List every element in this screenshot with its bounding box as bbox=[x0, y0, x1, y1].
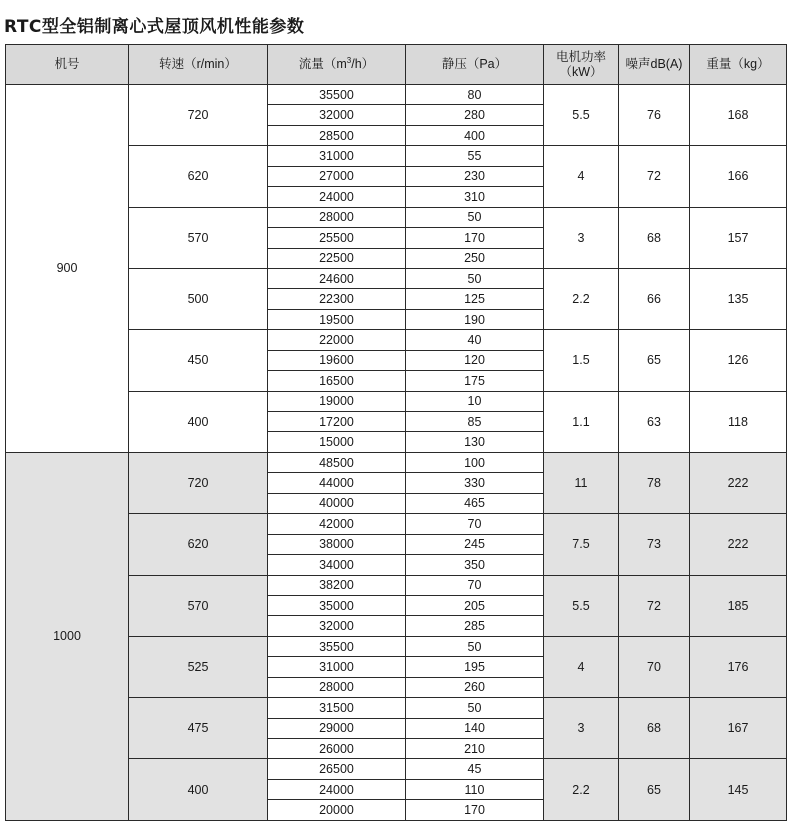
speed-cell: 525 bbox=[129, 636, 268, 697]
noise-cell: 73 bbox=[619, 514, 690, 575]
pressure-cell: 45 bbox=[406, 759, 544, 779]
flow-cell: 26500 bbox=[268, 759, 406, 779]
noise-cell: 78 bbox=[619, 452, 690, 513]
header-speed: 转速（r/min） bbox=[129, 45, 268, 85]
weight-cell: 126 bbox=[690, 330, 787, 391]
power-cell: 3 bbox=[544, 698, 619, 759]
power-cell: 1.1 bbox=[544, 391, 619, 452]
flow-cell: 32000 bbox=[268, 105, 406, 125]
noise-cell: 68 bbox=[619, 698, 690, 759]
noise-cell: 65 bbox=[619, 330, 690, 391]
pressure-cell: 175 bbox=[406, 371, 544, 391]
flow-cell: 19500 bbox=[268, 309, 406, 329]
pressure-cell: 85 bbox=[406, 412, 544, 432]
pressure-cell: 70 bbox=[406, 575, 544, 595]
noise-cell: 66 bbox=[619, 268, 690, 329]
model-cell: 1000 bbox=[6, 452, 129, 820]
weight-cell: 176 bbox=[690, 636, 787, 697]
header-flow: 流量$(m^3/h)$ bbox=[268, 45, 406, 85]
pressure-cell: 70 bbox=[406, 514, 544, 534]
weight-cell: 118 bbox=[690, 391, 787, 452]
pressure-cell: 120 bbox=[406, 350, 544, 370]
flow-cell: 35000 bbox=[268, 595, 406, 615]
flow-cell: 35500 bbox=[268, 636, 406, 656]
flow-cell: 27000 bbox=[268, 166, 406, 186]
header-row bbox=[6, 45, 787, 85]
flow-cell: 31000 bbox=[268, 657, 406, 677]
pressure-cell: 210 bbox=[406, 739, 544, 759]
pressure-cell: 50 bbox=[406, 636, 544, 656]
pressure-cell: 190 bbox=[406, 309, 544, 329]
flow-cell: 40000 bbox=[268, 493, 406, 513]
power-cell: 4 bbox=[544, 636, 619, 697]
speed-cell: 450 bbox=[129, 330, 268, 391]
pressure-cell: 110 bbox=[406, 779, 544, 799]
flow-cell: 32000 bbox=[268, 616, 406, 636]
pressure-cell: 50 bbox=[406, 268, 544, 288]
power-cell: 4 bbox=[544, 146, 619, 207]
pressure-cell: 140 bbox=[406, 718, 544, 738]
weight-cell: 145 bbox=[690, 759, 787, 820]
flow-cell: 31000 bbox=[268, 146, 406, 166]
weight-cell: 166 bbox=[690, 146, 787, 207]
weight-cell: 157 bbox=[690, 207, 787, 268]
pressure-cell: 100 bbox=[406, 452, 544, 472]
weight-cell: 135 bbox=[690, 268, 787, 329]
power-cell: 5.5 bbox=[544, 85, 619, 146]
pressure-cell: 195 bbox=[406, 657, 544, 677]
power-cell: 3 bbox=[544, 207, 619, 268]
speed-cell: 570 bbox=[129, 575, 268, 636]
speed-cell: 570 bbox=[129, 207, 268, 268]
power-cell: 7.5 bbox=[544, 514, 619, 575]
pressure-cell: 130 bbox=[406, 432, 544, 452]
pressure-cell: 170 bbox=[406, 228, 544, 248]
speed-cell: 720 bbox=[129, 85, 268, 146]
weight-cell: 168 bbox=[690, 85, 787, 146]
pressure-cell: 465 bbox=[406, 493, 544, 513]
speed-cell: 620 bbox=[129, 146, 268, 207]
flow-cell: 38200 bbox=[268, 575, 406, 595]
table-body bbox=[6, 85, 787, 821]
pressure-cell: 205 bbox=[406, 595, 544, 615]
flow-cell: 24000 bbox=[268, 187, 406, 207]
flow-cell: 25500 bbox=[268, 228, 406, 248]
flow-cell: 29000 bbox=[268, 718, 406, 738]
flow-cell: 22500 bbox=[268, 248, 406, 268]
noise-cell: 63 bbox=[619, 391, 690, 452]
flow-cell: 48500 bbox=[268, 452, 406, 472]
noise-cell: 72 bbox=[619, 146, 690, 207]
pressure-cell: 350 bbox=[406, 555, 544, 575]
pressure-cell: 245 bbox=[406, 534, 544, 554]
header-pressure: 静压（Pa） bbox=[406, 45, 544, 85]
flow-cell: 35500 bbox=[268, 85, 406, 105]
noise-cell: 68 bbox=[619, 207, 690, 268]
pressure-cell: 250 bbox=[406, 248, 544, 268]
page-title: RTC型全铝制离心式屋顶风机性能参数 bbox=[4, 17, 305, 37]
flow-cell: 22000 bbox=[268, 330, 406, 350]
flow-cell: 26000 bbox=[268, 739, 406, 759]
speed-cell: 620 bbox=[129, 514, 268, 575]
flow-cell: 28000 bbox=[268, 677, 406, 697]
pressure-cell: 40 bbox=[406, 330, 544, 350]
flow-cell: 42000 bbox=[268, 514, 406, 534]
power-cell: 5.5 bbox=[544, 575, 619, 636]
flow-cell: 28000 bbox=[268, 207, 406, 227]
pressure-cell: 230 bbox=[406, 166, 544, 186]
noise-cell: 70 bbox=[619, 636, 690, 697]
pressure-cell: 280 bbox=[406, 105, 544, 125]
noise-cell: 65 bbox=[619, 759, 690, 820]
power-cell: 11 bbox=[544, 452, 619, 513]
pressure-cell: 310 bbox=[406, 187, 544, 207]
flow-cell: 16500 bbox=[268, 371, 406, 391]
pressure-cell: 80 bbox=[406, 85, 544, 105]
table-row bbox=[6, 452, 787, 472]
flow-cell: 17200 bbox=[268, 412, 406, 432]
pressure-cell: 260 bbox=[406, 677, 544, 697]
header-model: 机号 bbox=[6, 45, 129, 85]
header-noise: 噪声dB(A) bbox=[619, 45, 690, 85]
flow-cell: 38000 bbox=[268, 534, 406, 554]
noise-cell: 76 bbox=[619, 85, 690, 146]
pressure-cell: 400 bbox=[406, 125, 544, 145]
flow-cell: 20000 bbox=[268, 800, 406, 820]
weight-cell: 222 bbox=[690, 514, 787, 575]
flow-cell: 22300 bbox=[268, 289, 406, 309]
flow-cell: 19600 bbox=[268, 350, 406, 370]
flow-cell: 15000 bbox=[268, 432, 406, 452]
performance-table bbox=[5, 44, 787, 821]
header-weight: 重量（kg） bbox=[690, 45, 787, 85]
power-cell: 2.2 bbox=[544, 759, 619, 820]
speed-cell: 475 bbox=[129, 698, 268, 759]
noise-cell: 72 bbox=[619, 575, 690, 636]
table-row bbox=[6, 85, 787, 105]
pressure-cell: 50 bbox=[406, 698, 544, 718]
model-cell: 900 bbox=[6, 85, 129, 453]
speed-cell: 720 bbox=[129, 452, 268, 513]
flow-cell: 34000 bbox=[268, 555, 406, 575]
power-cell: 1.5 bbox=[544, 330, 619, 391]
pressure-cell: 10 bbox=[406, 391, 544, 411]
flow-cell: 31500 bbox=[268, 698, 406, 718]
pressure-cell: 125 bbox=[406, 289, 544, 309]
weight-cell: 185 bbox=[690, 575, 787, 636]
speed-cell: 500 bbox=[129, 268, 268, 329]
speed-cell: 400 bbox=[129, 759, 268, 820]
speed-cell: 400 bbox=[129, 391, 268, 452]
flow-cell: 24000 bbox=[268, 779, 406, 799]
pressure-cell: 50 bbox=[406, 207, 544, 227]
header-power: 电机功率（kW） bbox=[544, 45, 619, 85]
flow-cell: 19000 bbox=[268, 391, 406, 411]
weight-cell: 167 bbox=[690, 698, 787, 759]
flow-cell: 28500 bbox=[268, 125, 406, 145]
flow-cell: 24600 bbox=[268, 268, 406, 288]
power-cell: 2.2 bbox=[544, 268, 619, 329]
pressure-cell: 285 bbox=[406, 616, 544, 636]
weight-cell: 222 bbox=[690, 452, 787, 513]
flow-cell: 44000 bbox=[268, 473, 406, 493]
pressure-cell: 170 bbox=[406, 800, 544, 820]
pressure-cell: 330 bbox=[406, 473, 544, 493]
pressure-cell: 55 bbox=[406, 146, 544, 166]
